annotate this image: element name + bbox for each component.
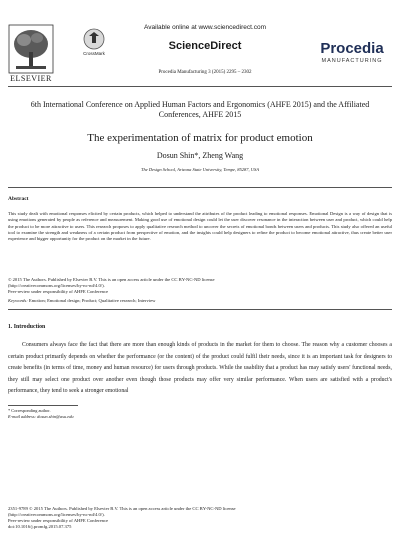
header-divider — [8, 86, 392, 87]
footer-peer-review: Peer-review under responsibility of AHFE Conference — [8, 518, 109, 524]
copyright-line: © 2015 The Authors. Published by Elsevier B.V. This is an open access article under the CC BY-NC-ND license — [8, 277, 215, 282]
introduction-body: Consumers always face the fact that there are more than enough kinds of products in the market for them to choose. The reason why a customer chooses a certain product primarily depends on whether the performance (or the content) of the product could fulfil their needs, since it is an important task for designers to create benefits (in terms of time, money and human resource) for users through products. While the usability that a product has may satisfy users' functional needs, they still may select one product over another even though those products may offer very similar performance. When users are satisfied with a product's performance, they tend to seek a stronger emotional — [8, 342, 392, 394]
page-footer — [8, 506, 392, 530]
sciencedirect-logo[interactable]: ScienceDirect — [168, 40, 242, 52]
abstract-heading: Abstract — [8, 196, 29, 202]
conference-name: 6th International Conference on Applied Human Factors and Ergonomics (AHFE 2015) and the Affiliated Conferences, AHFE 2015 — [30, 100, 370, 119]
footer-license-link[interactable]: (http://creativecommons.org/licenses/by-nc-nd/4.0/). — [8, 512, 105, 518]
crossmark-label: CrossMark — [83, 51, 105, 56]
footnote-divider — [8, 405, 78, 406]
article-title: The experimentation of matrix for product emotion — [87, 132, 313, 144]
corresponding-author-note: * Corresponding author. — [8, 408, 51, 413]
peer-review-line: Peer-review under responsibility of AHFE Conference — [8, 289, 109, 294]
keywords-line — [8, 298, 392, 303]
abstract-bottom-divider — [8, 309, 392, 310]
elsevier-wordmark: ELSEVIER — [10, 74, 52, 83]
crossmark-icon[interactable] — [83, 28, 105, 50]
abstract-body: This study dealt with emotional responses elicited by certain products, which helped to understand the attributes of the product leading to emotional responses. Emotional Design is a way of design that is using emotions generated by people as reference and measurement. Making good use of emotional design could let the user discover resonance in the interaction between user and product, which could help the product to be more attractive to users. This research proposes to apply qualitative research method to uncover the secrets of emotional bonds between users and products. This study also offered an useful tool to examine the strength and weakness of a certain product from perspective of emotion, and the insights could help designers to refine the product to become emotional attractive, thus create better user experience and bigger opportunity for the product on the market in the future. — [8, 211, 392, 242]
footnote — [8, 408, 74, 419]
article-authors: Dosun Shin*, Zheng Wang — [156, 151, 244, 160]
author-email[interactable]: E-mail address: dosun.shin@asu.edu — [8, 413, 74, 419]
keywords-label: Keywords: — [8, 298, 28, 303]
author-affiliation: The Design School, Arizona State University, Tempe, 85287, USA — [141, 167, 259, 172]
copyright-block — [8, 277, 392, 295]
elsevier-tree-logo — [8, 24, 54, 74]
journal-reference: Procedia Manufacturing 3 (2015) 2295 – 2302 — [158, 70, 252, 75]
procedia-subtitle: MANUFACTURING — [321, 58, 383, 64]
available-online-link[interactable]: Available online at www.sciencedirect.com — [144, 24, 266, 31]
license-link[interactable]: (http://creativecommons.org/licenses/by-nc-nd/4.0/). — [8, 283, 105, 288]
introduction-heading: 1. Introduction — [8, 324, 46, 330]
doi-link[interactable]: doi:10.1016/j.promfg.2015.07.375 — [8, 524, 72, 530]
abstract-top-divider — [8, 187, 392, 188]
footer-copyright: 2351-9789 © 2015 The Authors. Published by Elsevier B.V. This is an open access article under the CC BY-NC-ND license — [8, 506, 236, 511]
keywords-value: Emotion; Emotional design; Product; Qualitative research; Interview — [27, 298, 156, 303]
procedia-logo: Procedia — [320, 40, 384, 57]
